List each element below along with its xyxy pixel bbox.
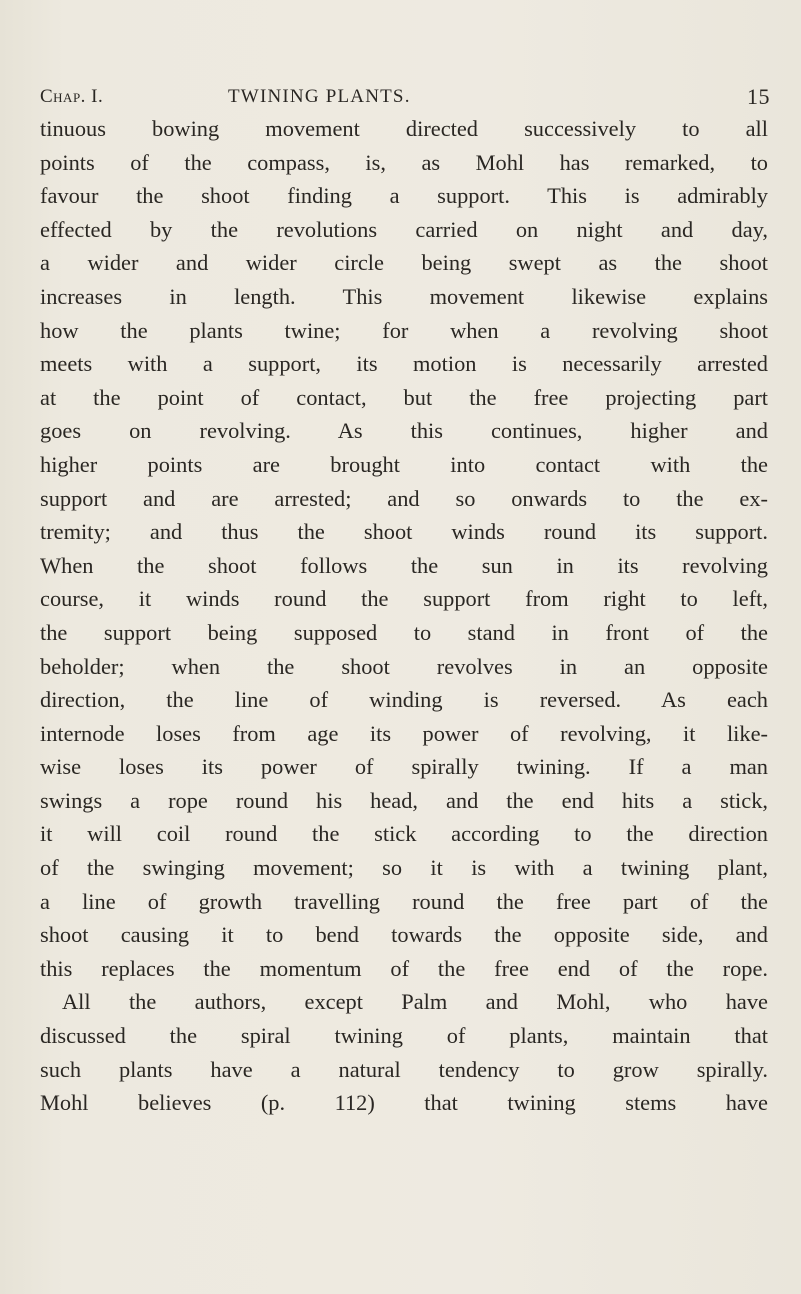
text-line: wise loses its power of spirally twining. If a man <box>40 754 768 780</box>
text-line: support and are arrested; and so onwards to the ex- <box>40 485 768 511</box>
text-line: direction, the line of winding is reversed. As each <box>40 687 768 713</box>
text-line: it will coil round the stick according to the direction <box>40 821 768 847</box>
chapter-label: Chap. I. <box>40 86 104 107</box>
text-line: points of the compass, is, as Mohl has remarked, to <box>40 149 768 175</box>
text-line: this replaces the momentum of the free end of the rope. <box>40 955 768 981</box>
text-line: favour the shoot finding a support. This is admirably <box>40 183 768 209</box>
text-line: goes on revolving. As this continues, higher and <box>40 418 768 444</box>
text-line: how the plants twine; for when a revolving shoot <box>40 317 768 343</box>
text-line: meets with a support, its motion is necessarily arrested <box>40 351 768 377</box>
text-line: effected by the revolutions carried on night and day, <box>40 216 768 242</box>
text-line: discussed the spiral twining of plants, maintain that <box>40 1023 768 1049</box>
text-line: shoot causing it to bend towards the opposite side, and <box>40 922 768 948</box>
text-line: swings a rope round his head, and the end hits a stick, <box>40 787 768 813</box>
text-line: the support being supposed to stand in front of the <box>40 619 768 645</box>
text-line: of the swinging movement; so it is with a twining plant, <box>40 855 768 881</box>
page-number: 15 <box>747 84 770 109</box>
text-line: tinuous bowing movement directed successively to all <box>40 116 768 141</box>
text-line: Mohl believes (p. 112) that twining stems have <box>40 1090 768 1116</box>
text-line: internode loses from age its power of revolving, it like- <box>40 720 768 746</box>
text-line: tremity; and thus the shoot winds round its support. <box>40 519 768 545</box>
text-line: course, it winds round the support from right to left, <box>40 586 768 612</box>
text-line: higher points are brought into contact with the <box>40 451 768 477</box>
running-title: TWINING PLANTS. <box>228 86 411 107</box>
text-line: increases in length. This movement likewise explains <box>40 283 768 309</box>
body-text <box>40 112 768 1120</box>
text-line: a wider and wider circle being swept as the shoot <box>40 250 768 276</box>
text-line: a line of growth travelling round the free part of the <box>40 888 768 914</box>
text-line: When the shoot follows the sun in its revolving <box>40 552 768 578</box>
text-line: at the point of contact, but the free projecting part <box>40 384 768 410</box>
text-line: beholder; when the shoot revolves in an opposite <box>40 653 768 679</box>
text-line: such plants have a natural tendency to grow spirally. <box>40 1056 768 1082</box>
text-line: All the authors, except Palm and Mohl, who have <box>62 989 768 1015</box>
